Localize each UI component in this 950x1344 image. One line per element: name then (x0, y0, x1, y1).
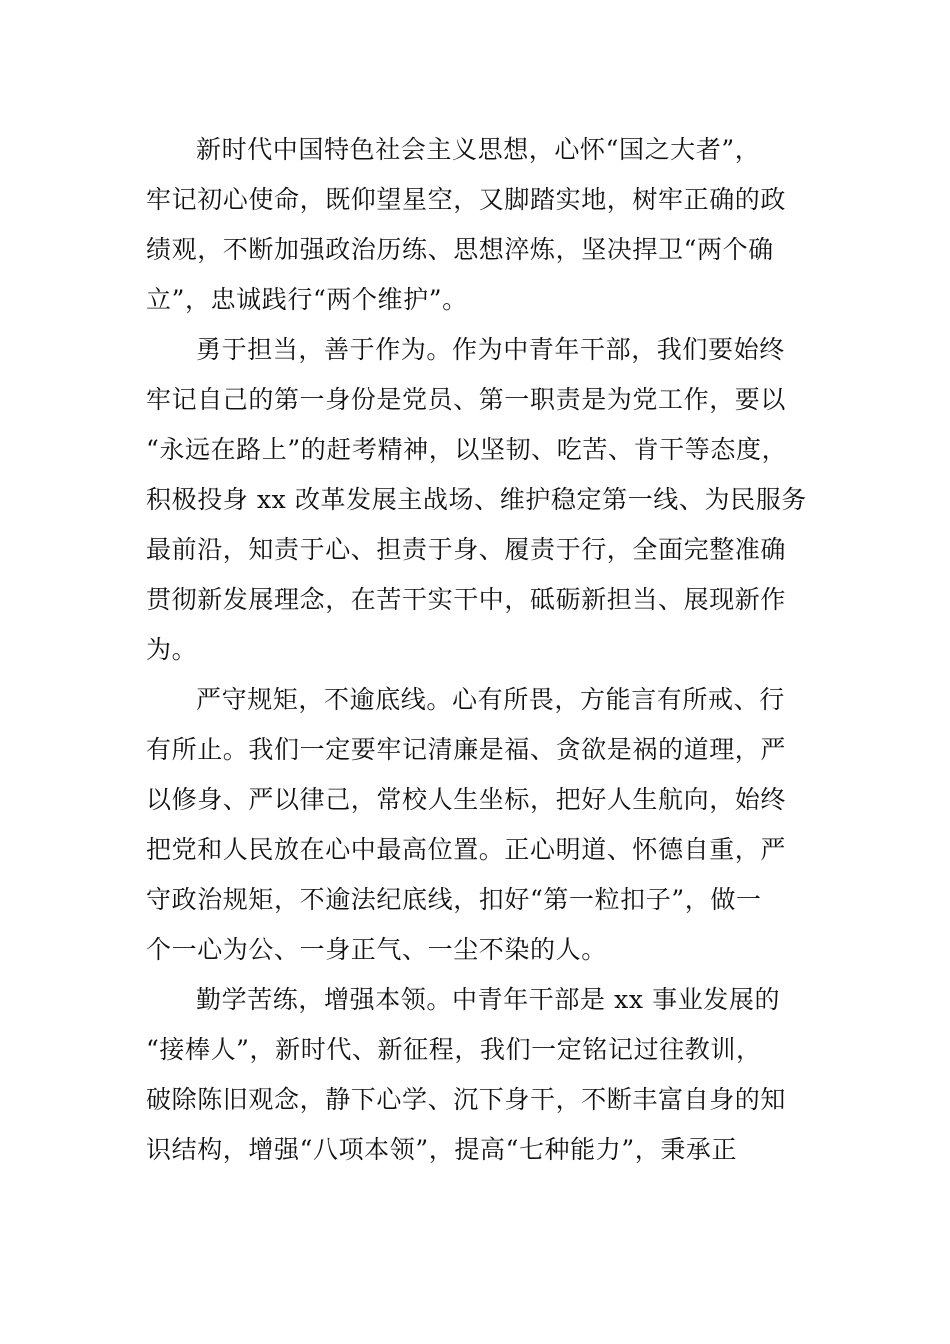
text-line: 绩观，不断加强政治历练、思想淬炼，坚决捍卫“两个确 (146, 235, 774, 264)
text-line: 为。 (146, 635, 198, 664)
text-line: “接棒人”，新时代、新征程，我们一定铭记过往教训， (146, 1035, 762, 1064)
text-line: 积极投身 xx 改革发展主战场、维护稳定第一线、为民服务 (146, 485, 807, 514)
text-line: 牢记自己的第一身份是党员、第一职责是为党工作，要以 (146, 385, 787, 414)
text-line: 勤学苦练，增强本领。中青年干部是 xx 事业发展的 (196, 985, 781, 1014)
text-line: 牢记初心使命，既仰望星空，又脚踏实地，树牢正确的政 (146, 185, 787, 214)
text-line: 贯彻新发展理念，在苦干实干中，砥砺新担当、展现新作 (146, 585, 787, 614)
text-line: 最前沿，知责于心、担责于身、履责于行，全面完整准确 (146, 535, 787, 564)
text-line: 识结构，增强“八项本领”，提高“七种能力”，秉承正 (146, 1135, 738, 1164)
text-line: 严守规矩，不逾底线。心有所畏，方能言有所戒、行 (196, 685, 785, 714)
text-line: 勇于担当，善于作为。作为中青年干部，我们要始终 (196, 335, 785, 364)
text-line: 以修身、严以律己，常校人生坐标，把好人生航向，始终 (146, 785, 787, 814)
text-line: 有所止。我们一定要牢记清廉是福、贪欲是祸的道理，严 (146, 735, 787, 764)
text-line: 新时代中国特色社会主义思想，心怀“国之大者”， (196, 135, 761, 164)
text-line: 守政治规矩，不逾法纪底线，扣好“第一粒扣子”，做一 (146, 885, 762, 914)
text-line: 破除陈旧观念，静下心学、沉下身干，不断丰富自身的知 (146, 1085, 787, 1114)
text-line: 立”，忠诚践行“两个维护”。 (146, 285, 468, 314)
text-line: 个一心为公、一身正气、一尘不染的人。 (146, 935, 607, 964)
text-line: 把党和人民放在心中最高位置。正心明道、怀德自重，严 (146, 835, 787, 864)
text-line: “永远在路上”的赶考精神，以坚韧、吃苦、肯干等态度， (146, 435, 788, 464)
